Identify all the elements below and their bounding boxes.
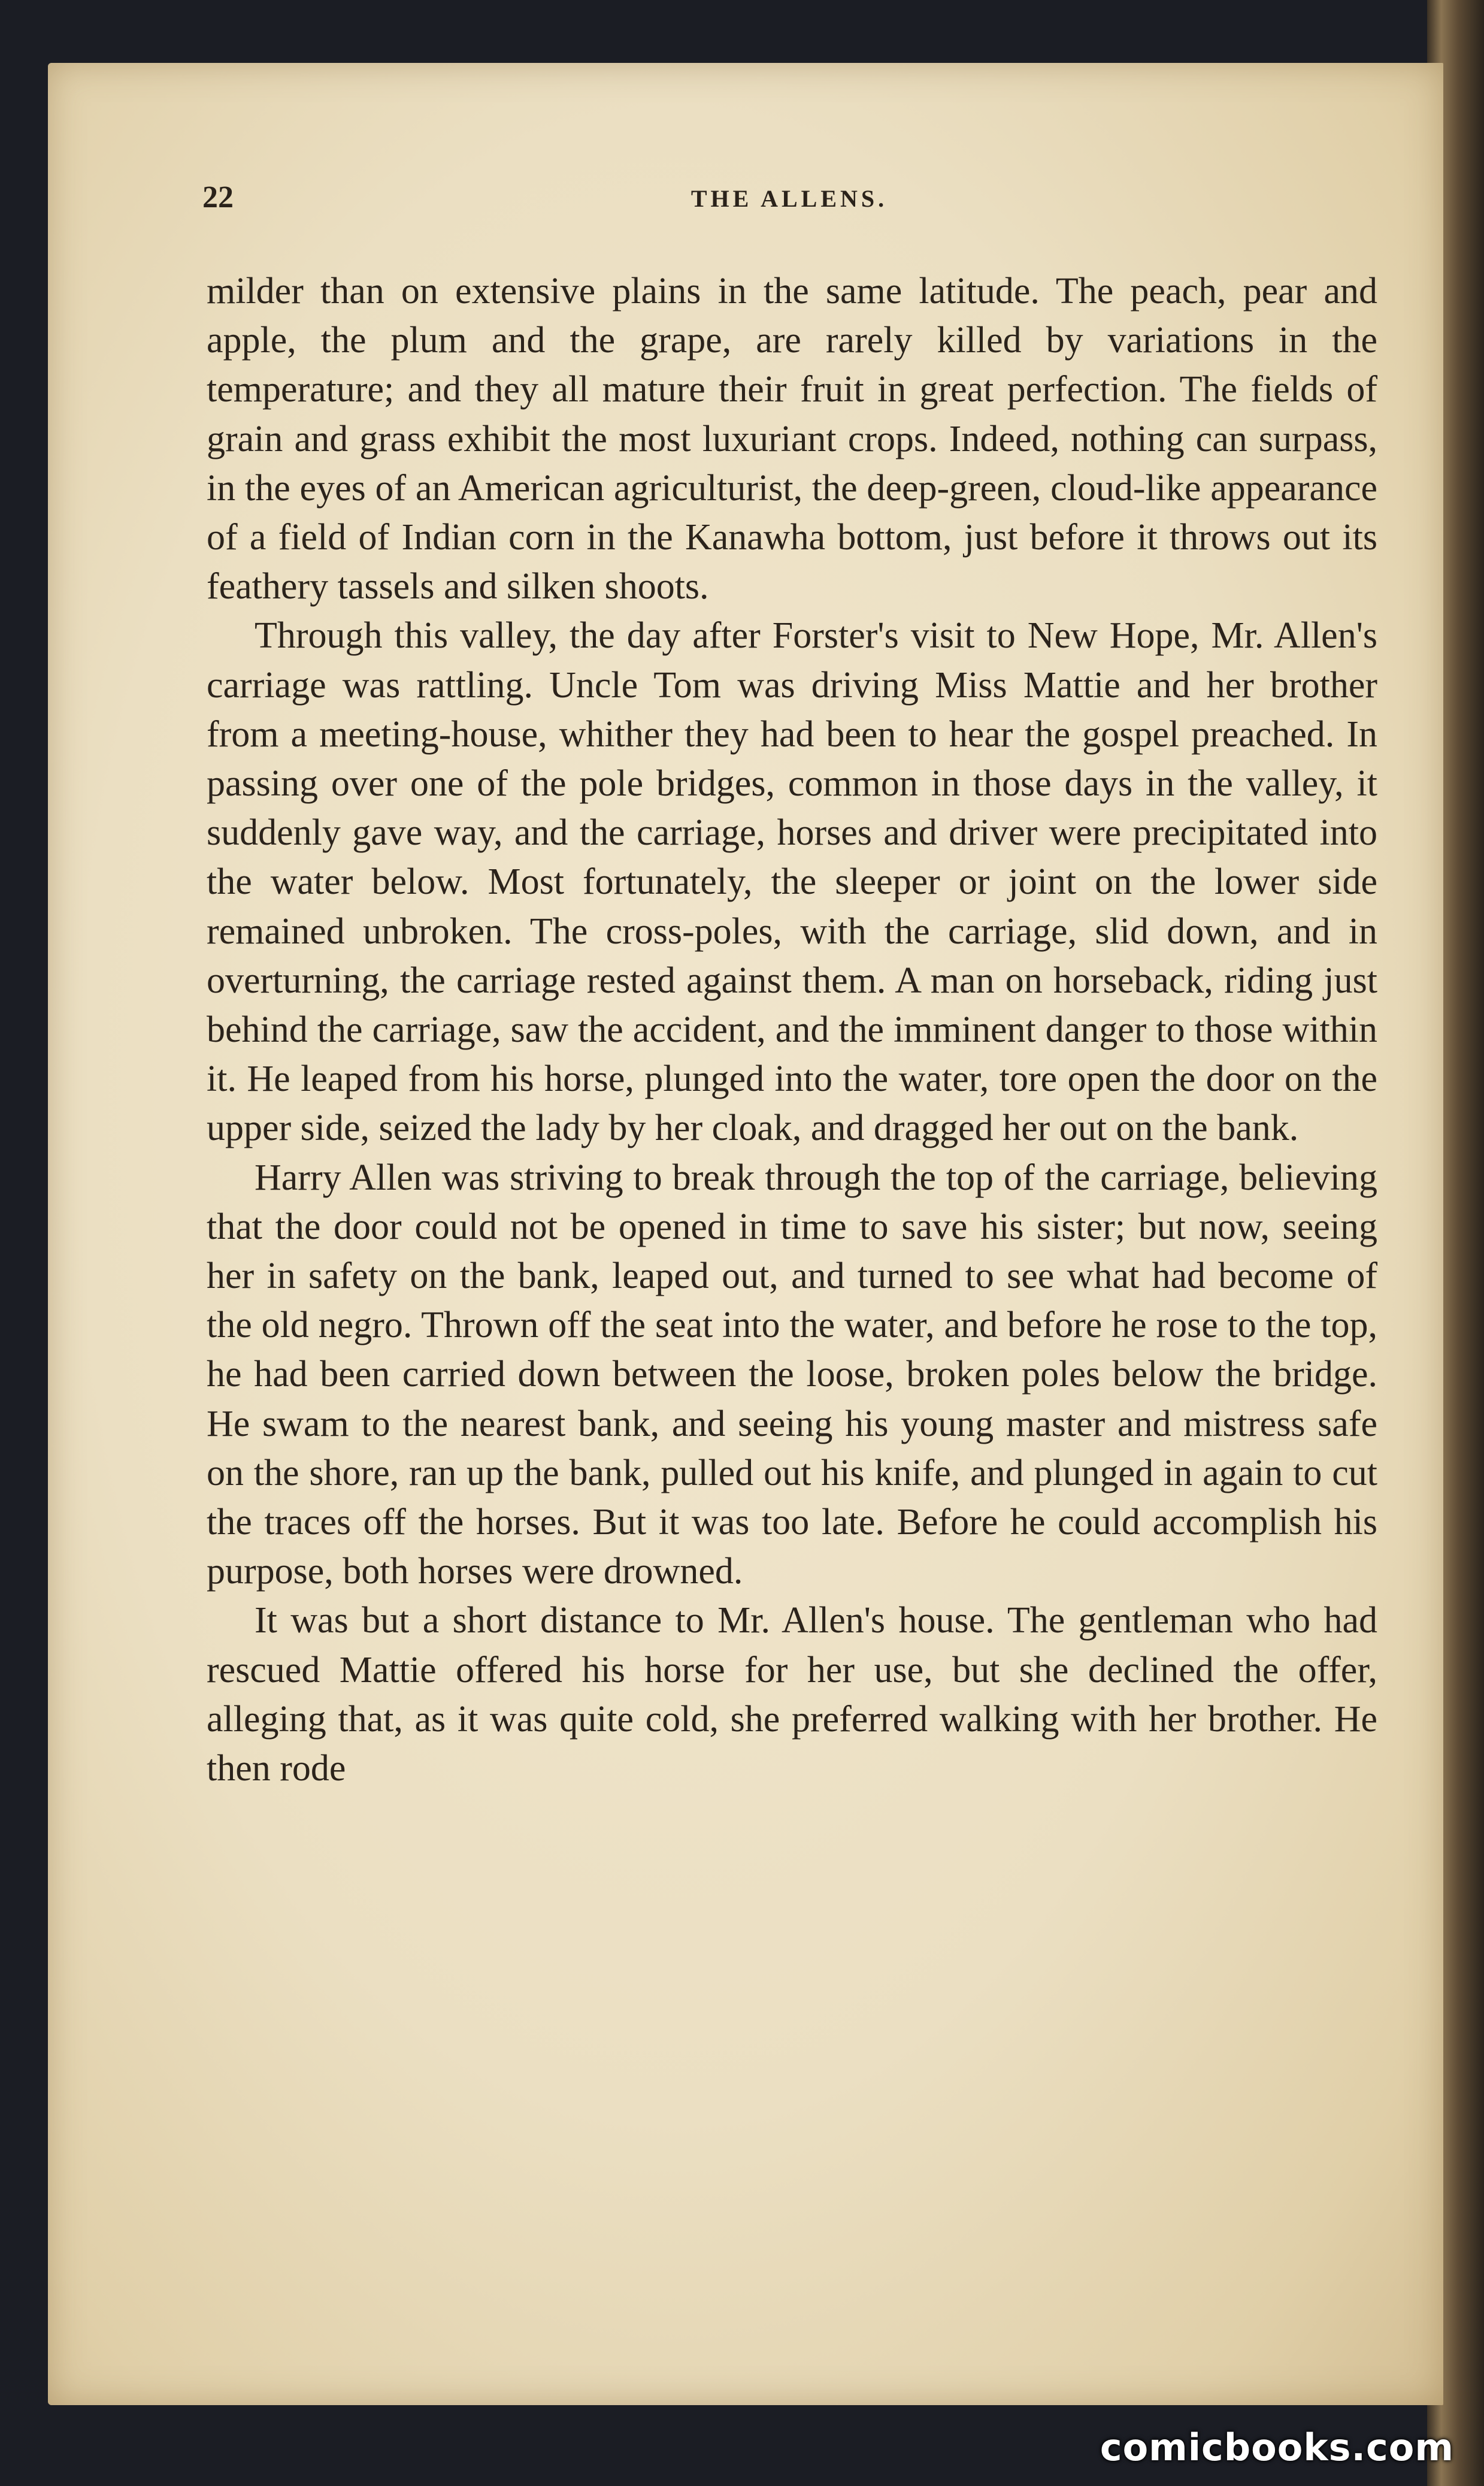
running-title: THE ALLENS.: [690, 185, 888, 212]
body-text: [207, 267, 1377, 1793]
page-number: 22: [202, 180, 234, 214]
paragraph-1: milder than on extensive plains in the same latitude. The peach, pear and apple, the plum and the grape, are rarely killed by variations in the temperature; and they all mature their fruit in great perfection. The fields of grain and grass exhibit the most luxuriant crops. Indeed, nothing can surpass, in the eyes of an American agriculturist, the deep-green, cloud-like appearance of a field of Indian corn in the Kanawha bottom, just before it throws out its feathery tassels and silken shoots.: [207, 271, 1377, 607]
paragraph-2: Through this valley, the day after Forster's visit to New Hope, Mr. Allen's carriage was rattling. Uncle Tom was driving Miss Mattie and her brother from a meeting-house, whither they had been to hear the gospel preached. In passing over one of the pole bridges, common in those days in the valley, it suddenly gave way, and the carriage, horses and driver were precipitated into the water below. Most fortunately, the sleeper or joint on the lower side remained unbroken. The cross-poles, with the carriage, slid down, and in overturning, the carriage rested against them. A man on horseback, riding just behind the carriage, saw the accident, and the imminent danger to those within it. He leaped from his horse, plunged into the water, tore open the door on the upper side, seized the lady by her cloak, and dragged her out on the bank.: [207, 615, 1377, 1149]
watermark: comicbooks.com: [1100, 2425, 1454, 2469]
paragraph-3: Harry Allen was striving to break through the top of the carriage, believing that the door could not be opened in time to save his sister; but now, seeing her in safety on the bank, leaped out, and turned to see what had become of the old negro. Thrown off the seat into the water, and before he rose to the top, he had been carried down between the loose, broken poles below the bridge. He swam to the nearest bank, and seeing his young master and mistress safe on the shore, ran up the bank, pulled out his knife, and plunged in again to cut the traces off the horses. But it was too late. Before he could accomplish his purpose, both horses were drowned.: [207, 1157, 1377, 1592]
paragraph-4: It was but a short distance to Mr. Allen's house. The gentleman who had rescued Mattie offered his horse for her use, but she declined the offer, alleging that, as it was quite cold, she preferred walking with her brother. He then rode: [207, 1600, 1377, 1789]
running-head: [202, 180, 1376, 228]
